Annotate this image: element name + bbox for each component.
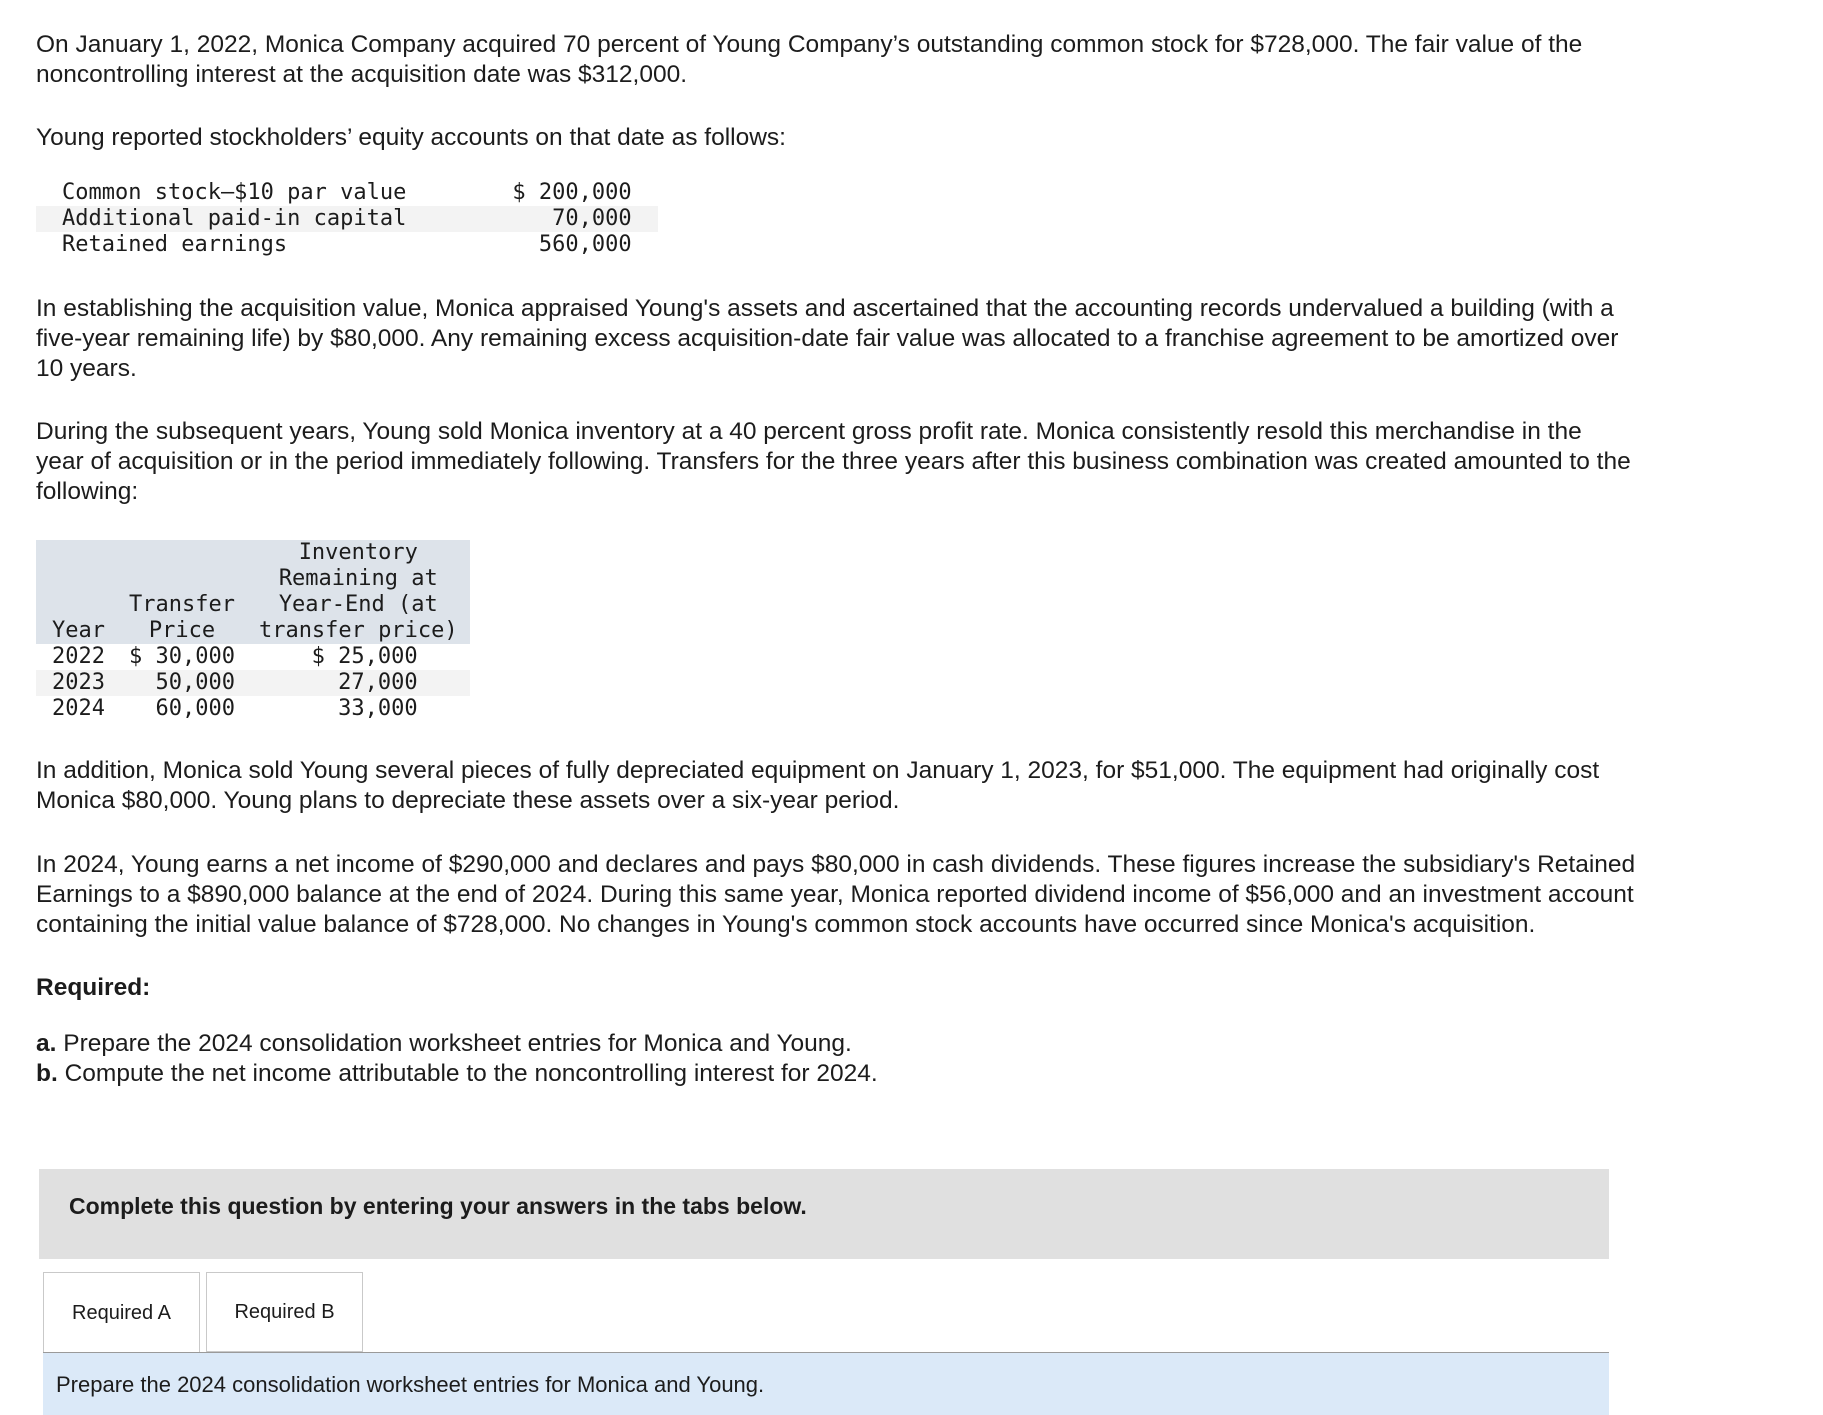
inventory-remaining-header: Inventory Remaining at Year-End (at transfer price): [247, 540, 470, 644]
inventory-remaining-cell: 33,000: [338, 696, 418, 721]
equipment-paragraph: In addition, Monica sold Young several pieces of fully depreciated equipment on January 1, 2023, for $51,000. The equipment had originally cost Monica $80,000. Young plans to depreciate these assets over a six-year period.: [36, 757, 1600, 814]
required-item-a: [36, 1029, 1636, 1059]
table-row: [36, 644, 470, 670]
required-heading: Required:: [36, 974, 151, 1001]
income-paragraph: In 2024, Young earns a net income of $290,000 and declares and pays $80,000 in cash dividends. These figures increase the subsidiary's Retained Earnings to a $890,000 balance at the end of 2024. During this same year, Monica reported dividend income of $56,000 and an investment account containing the initial value balance of $728,000. No changes in Young's common stock accounts have occurred since Monica's acquisition.: [36, 851, 1636, 938]
intro-paragraph: On January 1, 2022, Monica Company acquired 70 percent of Young Company’s outstanding common stock for $728,000. The fair value of the noncontrolling interest at the acquisition date was $312,000.: [36, 31, 1583, 88]
problem-content: [36, 30, 1636, 1089]
year-cell: 2023: [36, 670, 117, 696]
tab-label: Required B: [234, 1300, 335, 1323]
instructions-text: Complete this question by entering your answers in the tabs below.: [69, 1193, 807, 1219]
equity-value: 560,000: [538, 232, 632, 257]
required-marker: a.: [36, 1030, 57, 1057]
appraisal-paragraph: In establishing the acquisition value, Monica appraised Young's assets and ascertained that the accounting records undervalued a building (with a five-year remaining life) by $80,000. Any remaining excess acquisition-date fair value was allocated to a franchise agreement to be amortized over 10 years.: [36, 295, 1619, 382]
table-row: [36, 696, 470, 722]
required-marker: b.: [36, 1060, 58, 1087]
tab-required-a[interactable]: [43, 1272, 200, 1354]
equity-label: Common stock—$10 par value: [62, 180, 407, 205]
tab-panel: [43, 1353, 1609, 1415]
transfers-table: [36, 540, 470, 722]
equity-label: Retained earnings: [62, 232, 288, 257]
equity-intro: Young reported stockholders’ equity accounts on that date as follows:: [36, 124, 786, 151]
equity-row: [36, 180, 658, 206]
equity-value: $ 200,000: [512, 180, 632, 205]
instructions-banner: [39, 1169, 1609, 1259]
equity-value: 70,000: [432, 206, 657, 232]
required-text: Compute the net income attributable to the noncontrolling interest for 2024.: [64, 1060, 878, 1087]
equity-row: [36, 206, 658, 232]
year-header: Year: [36, 540, 117, 644]
transfer-price-cell: 50,000: [117, 670, 247, 696]
tab-required-b[interactable]: [206, 1272, 363, 1352]
inventory-remaining-cell: $ 25,000: [311, 644, 418, 669]
required-item-b: [36, 1059, 1636, 1089]
transfers-intro: During the subsequent years, Young sold Monica inventory at a 40 percent gross profit rate. Monica consistently resold this merchandise in the year of acquisition or in the period immediately following. Transfers for the three years after this business combination was created amounted to the following:: [36, 418, 1631, 505]
required-text: Prepare the 2024 consolidation worksheet entries for Monica and Young.: [63, 1030, 852, 1057]
equity-table: [36, 180, 658, 258]
equity-row: [36, 232, 658, 258]
transfer-price-cell: 60,000: [155, 696, 235, 721]
tab-label: Required A: [72, 1302, 171, 1324]
panel-instruction: Prepare the 2024 consolidation worksheet entries for Monica and Young.: [56, 1372, 765, 1397]
required-list: [36, 1029, 1636, 1089]
transfers-header-row: [36, 540, 470, 644]
equity-label: Additional paid-in capital: [36, 206, 432, 232]
table-row: [36, 670, 470, 696]
inventory-remaining-cell: 27,000: [247, 670, 470, 696]
transfer-price-header: Transfer Price: [117, 540, 247, 644]
year-cell: 2022: [52, 644, 105, 669]
year-cell: 2024: [52, 696, 105, 721]
transfer-price-cell: $ 30,000: [128, 644, 235, 669]
